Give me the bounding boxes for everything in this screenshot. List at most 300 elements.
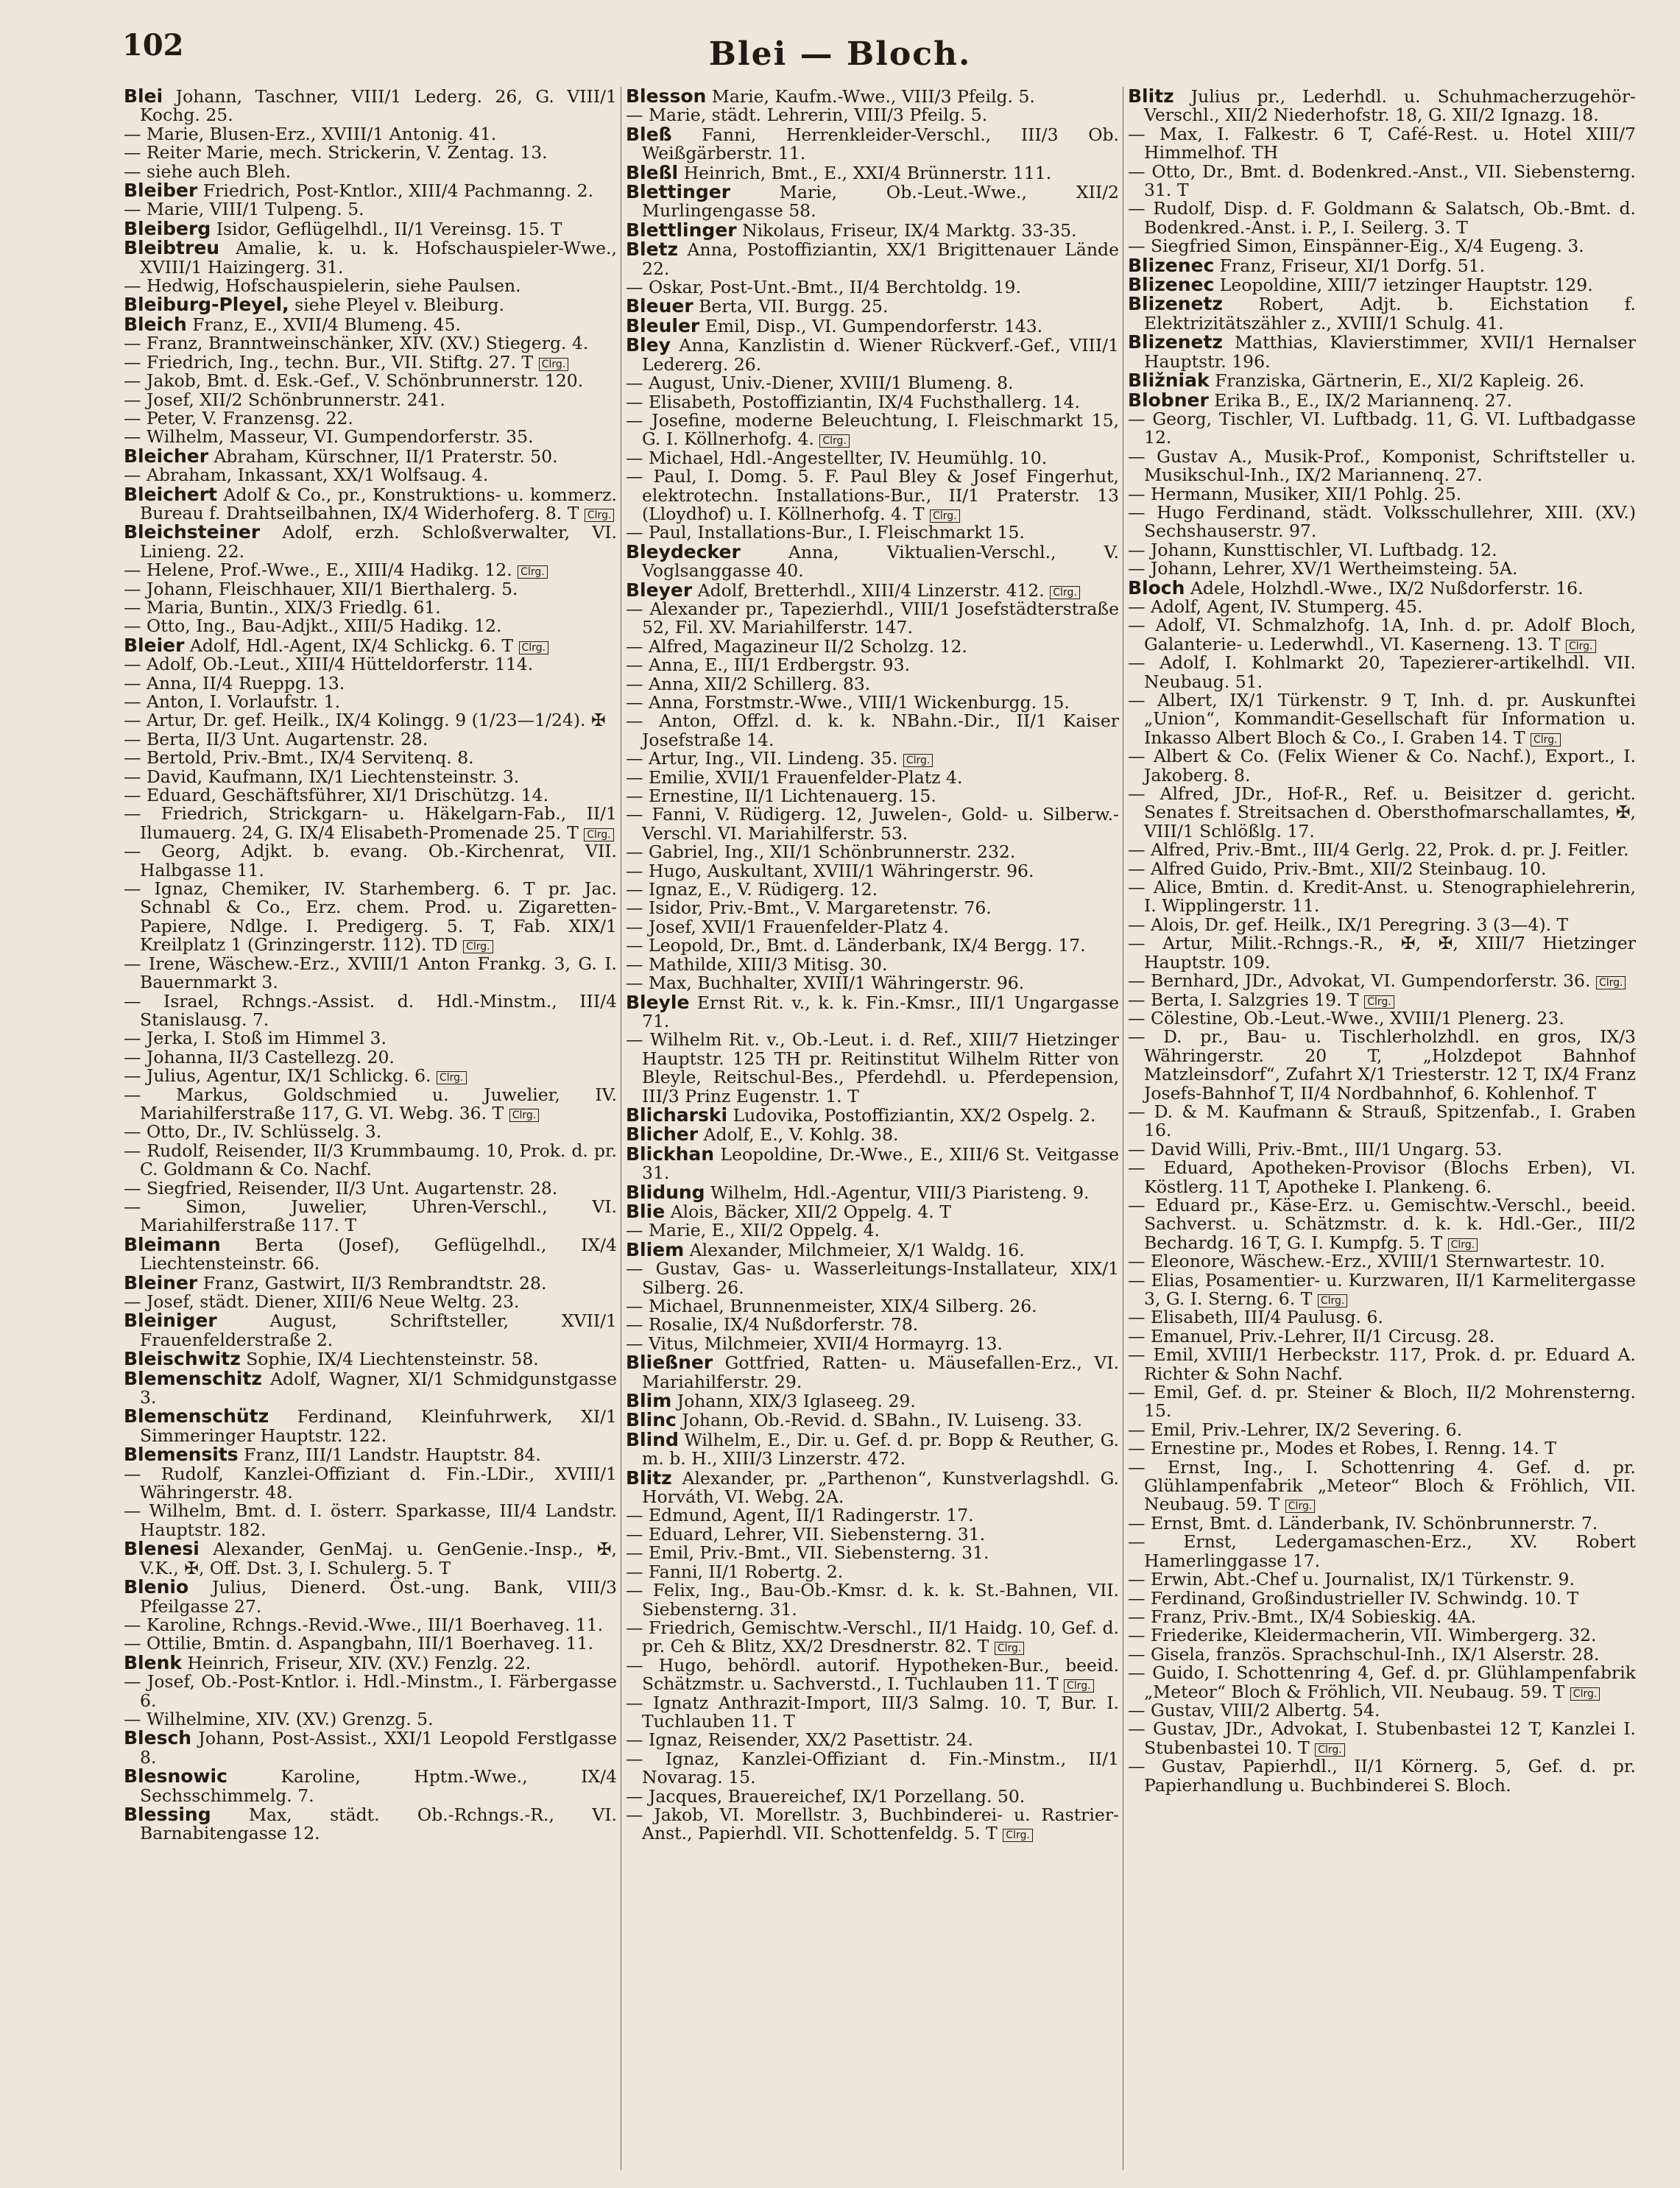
- entry-text: — Felix, Ing., Bau-Ob.-Kmsr. d. k. k. St.-Bahnen, VII. Siebensterng. 31.: [626, 1580, 1119, 1620]
- entry-surname: Bließner: [626, 1352, 713, 1374]
- clearing-badge: Clrg.: [518, 565, 548, 579]
- entry-text: — Friedrich, Ing., techn. Bur., VII. Stiftg. 27. T: [124, 351, 534, 373]
- entry-text: Heinrich, Bmt., E., XXI/4 Brünnerstr. 111.: [678, 162, 1052, 183]
- entry-surname: Bližniak: [1128, 370, 1210, 392]
- entry-text: — Emil, Gef. d. pr. Steiner & Bloch, II/2 Mohrensterng. 15.: [1128, 1382, 1636, 1422]
- directory-entry: [1128, 87, 1636, 125]
- entry-text: — Alfred, Magazineur II/2 Scholzg. 12.: [626, 635, 967, 657]
- clearing-badge: Clrg.: [437, 1071, 467, 1084]
- entry-text: Adolf & Co., pr., Konstruktions- u. kommerz. Bureau f. Drahtseilbahnen, IX/4 Widerhoferg. 8. T: [140, 484, 617, 523]
- entry-text: Fanni, Herrenkleider-Verschl., III/3 Ob. Weißgärberstr. 11.: [642, 124, 1119, 164]
- directory-entry: [124, 315, 617, 334]
- entry-surname: Bliem: [626, 1238, 685, 1260]
- directory-entry: [124, 1271, 617, 1294]
- directory-entry: [124, 711, 617, 730]
- entry-text: — Alfred, JDr., Hof-R., Ref. u. Beisitzer d. gericht. Senates f. Streitsachen d. Obersthofmarschallamtes, ✠, VIII/1 Schlößlg. 17.: [1128, 783, 1636, 841]
- directory-entry: [626, 1731, 1119, 1749]
- entry-text: — Josef, Ob.-Post-Kntlor. i. Hdl.-Minstm., I. Färbergasse 6.: [124, 1671, 617, 1711]
- clearing-badge: Clrg.: [509, 1109, 540, 1122]
- directory-entry: [124, 955, 617, 992]
- entry-text: — Gustav A., Musik-Prof., Komponist, Schriftsteller u. Musikschul-Inh., IX/2 Mariannenq. 27.: [1128, 445, 1636, 486]
- entry-text: — Ignaz, Kanzlei-Offiziant d. Fin.-Minstm., II/1 Novarag. 15.: [626, 1748, 1119, 1788]
- clearing-badge: Clrg.: [1364, 995, 1394, 1009]
- entry-text: — Hugo, behördl. autorif. Hypotheken-Bur., beeid. Schätzmstr. u. Sachverstd., I. Tuchlauben 11. T: [626, 1654, 1119, 1695]
- entry-text: Emil, Disp., VI. Gumpendorferstr. 143.: [699, 315, 1043, 336]
- directory-entry: [1128, 878, 1636, 916]
- entry-surname: Blizenec: [1128, 254, 1215, 276]
- entry-text: Johann, Ob.-Revid. d. SBahn., IV. Luiseng. 33.: [676, 1410, 1083, 1431]
- directory-entry: [1128, 1252, 1636, 1271]
- directory-entry: [1128, 410, 1636, 448]
- entry-surname: Blesnowic: [124, 1765, 227, 1788]
- clearing-badge: Clrg.: [1318, 1294, 1348, 1307]
- entry-text: Johann, XIX/3 Iglaseeg. 29.: [671, 1391, 916, 1412]
- entry-text: Adolf, Hdl.-Agent, IX/4 Schlickg. 6. T: [184, 635, 514, 656]
- entry-text: — Johanna, II/3 Castellezg. 20.: [124, 1046, 395, 1067]
- entry-surname: Bleimann: [124, 1233, 221, 1255]
- entry-text: — Jacques, Brauereichef, IX/1 Porzellang. 50.: [626, 1785, 1026, 1807]
- directory-entry: [1128, 1757, 1636, 1795]
- entry-text: — Julius, Agentur, IX/1 Schlickg. 6.: [124, 1065, 431, 1087]
- entry-text: — D. & M. Kaufmann & Strauß, Spitzenfab., I. Graben 16.: [1128, 1101, 1636, 1141]
- entry-text: Anna, Kanzlistin d. Wiener Rückverf.-Gef., VIII/1 Ledererg. 26.: [642, 335, 1119, 375]
- directory-entry: [124, 144, 617, 162]
- directory-entry: [1128, 785, 1636, 841]
- entry-surname: Bleibtreu: [124, 237, 220, 259]
- entry-text: Karoline, Hptm.-Wwe., IX/4 Sechsschimmelg. 7.: [140, 1766, 617, 1806]
- clearing-badge: Clrg.: [1050, 586, 1080, 599]
- clearing-badge: Clrg.: [539, 358, 569, 371]
- entry-surname: Bleichert: [124, 483, 218, 505]
- directory-entry: [1128, 1626, 1636, 1645]
- entry-text: — Mathilde, XIII/3 Mitisg. 30.: [626, 953, 888, 975]
- directory-entry: [1128, 1383, 1636, 1421]
- clearing-badge: Clrg.: [584, 828, 614, 841]
- directory-entry: [1128, 972, 1636, 990]
- directory-entry: [124, 561, 617, 579]
- page-number: 102: [122, 28, 184, 63]
- entry-text: Franz, III/1 Landstr. Hauptstr. 84.: [238, 1444, 541, 1466]
- directory-entry: [626, 787, 1119, 805]
- directory-entry: [626, 1544, 1119, 1562]
- directory-entry: [1128, 1009, 1636, 1028]
- entry-text: — Karoline, Rchngs.-Revid.-Wwe., III/1 Boerhaveg. 11.: [124, 1614, 604, 1635]
- entry-text: Berta (Josef), Geflügelhdl., IX/4 Liechtensteinstr. 66.: [140, 1234, 617, 1274]
- directory-entry: [1128, 1327, 1636, 1346]
- entry-text: — Gustav, VIII/2 Albertg. 54.: [1128, 1699, 1380, 1721]
- directory-entry: [1128, 654, 1636, 691]
- directory-entry: [124, 617, 617, 635]
- directory-entry: [124, 1651, 617, 1673]
- directory-entry: [626, 1125, 1119, 1144]
- directory-entry: [124, 466, 617, 484]
- directory-entry: [124, 992, 617, 1030]
- directory-entry: [1128, 1421, 1636, 1439]
- entry-text: — Ernst, Ledergamaschen-Erz., XV. Robert Hamerlinggasse 17.: [1128, 1531, 1636, 1571]
- directory-entry: [626, 278, 1119, 297]
- entry-text: Nikolaus, Friseur, IX/4 Marktg. 33-35.: [736, 219, 1077, 241]
- directory-entry: [626, 749, 1119, 768]
- directory-entry: [626, 1106, 1119, 1125]
- directory-entry: [626, 766, 1119, 788]
- clearing-badge: Clrg.: [930, 509, 960, 523]
- entry-surname: Bleuler: [626, 314, 700, 336]
- entry-text: — Siegfried Simon, Einspänner-Eig., X/4 Eugeng. 3.: [1128, 236, 1584, 257]
- directory-entry: [124, 1235, 617, 1274]
- directory-entry: [1128, 445, 1636, 486]
- directory-entry: [626, 1221, 1119, 1240]
- directory-entry: [1128, 1608, 1636, 1626]
- entry-text: — Guido, I. Schottenring 4, Gef. d. pr. Glühlampenfabrik „Meteor“ Bloch & Fröhlich, VII. Neubaug. 59. T: [1128, 1662, 1636, 1702]
- directory-entry: [1128, 485, 1636, 504]
- entry-text: — Eleonore, Wäschew.-Erz., XVIII/1 Sternwartestr. 10.: [1128, 1251, 1606, 1272]
- entry-surname: Blettinger: [626, 181, 731, 203]
- entry-text: Marie, Kaufm.-Wwe., VIII/3 Pfeilg. 5.: [706, 87, 1035, 107]
- entry-text: — Fanni, II/1 Robertg. 2.: [626, 1561, 844, 1582]
- directory-entry: [626, 163, 1119, 183]
- directory-entry: [124, 1465, 617, 1503]
- directory-entry: [1128, 598, 1636, 616]
- directory-entry: [626, 1694, 1119, 1732]
- entry-text: Wilhelm, E., Dir. u. Gef. d. pr. Bopp & Reuther, G. m. b. H., XIII/3 Linzerstr. 472.: [642, 1429, 1119, 1469]
- entry-text: — Georg, Adjkt. b. evang. Ob.-Kirchenrat, VII. Halbgasse 11.: [124, 841, 617, 881]
- directory-entry: [124, 125, 617, 144]
- directory-entry: [124, 1767, 617, 1805]
- entry-text: — Franz, Priv.-Bmt., IX/4 Sobieskig. 4A.: [1128, 1606, 1477, 1627]
- entry-surname: Bleich: [124, 313, 187, 335]
- entry-surname: Bleiber: [124, 180, 198, 202]
- entry-text: Ernst Rit. v., k. k. Fin.-Kmsr., III/1 Ungargasse 71.: [642, 992, 1119, 1031]
- entry-surname: Blemensits: [124, 1444, 239, 1466]
- directory-entry: [626, 1316, 1119, 1334]
- entry-text: Franziska, Gärtnerin, E., XI/2 Kapleig. 26.: [1209, 370, 1585, 392]
- entry-text: — Cölestine, Ob.-Leut.-Wwe., XVIII/1 Plenerg. 23.: [1128, 1007, 1564, 1028]
- directory-entry: [1128, 934, 1636, 972]
- entry-text: — Maria, Buntin., XIX/3 Friedlg. 61.: [124, 596, 441, 618]
- entry-surname: Bleiniger: [124, 1310, 217, 1332]
- directory-entry: [1128, 1701, 1636, 1720]
- directory-column-1: [124, 87, 617, 2170]
- entry-text: Alexander, Milchmeier, X/1 Waldg. 16.: [684, 1239, 1025, 1260]
- entry-text: Ferdinand, Kleinfuhrwerk, XI/1 Simmeringer Hauptstr. 122.: [140, 1406, 617, 1446]
- entry-surname: Blessing: [124, 1803, 211, 1825]
- entry-surname: Bleßl: [626, 161, 679, 183]
- entry-text: — Eduard pr., Käse-Erz. u. Gemischtw.-Verschl., beeid. Sachverst. u. Schätzmstr. d. k. k. Hdl.-Ger., III/2 Bechardg. 16 T, G. I. Kumpfg. 5. T: [1128, 1194, 1636, 1253]
- entry-text: — Adolf, VI. Schmalzhofg. 1A, Inh. d. pr. Adolf Bloch, Galanterie- u. Lederwhdl., VI. Kaserneng. 13. T: [1128, 615, 1636, 654]
- directory-entry: [124, 1123, 617, 1141]
- entry-text: — Johann, Fleischhauer, XII/1 Bierthalerg. 5.: [124, 578, 518, 599]
- entry-text: — Marie, VIII/1 Tulpeng. 5.: [124, 199, 364, 220]
- entry-surname: Blitz: [1128, 87, 1174, 107]
- directory-entry: [1128, 1589, 1636, 1608]
- entry-text: — Siegfried, Reisender, II/3 Unt. Augartenstr. 28.: [124, 1177, 558, 1199]
- directory-entry: [1128, 541, 1636, 560]
- directory-entry: [124, 768, 617, 786]
- clearing-badge: Clrg.: [903, 754, 933, 767]
- entry-text: — Anton, Offzl. d. k. k. NBahn.-Dir., II/1 Kaiser Josefstraße 14.: [626, 710, 1119, 750]
- entry-text: — Marie, E., XII/2 Oppelg. 4.: [626, 1220, 880, 1241]
- entry-surname: Blemenschütz: [124, 1405, 269, 1428]
- entry-surname: Blobner: [1128, 389, 1209, 411]
- directory-entry: [124, 1710, 617, 1729]
- directory-entry: [626, 675, 1119, 694]
- directory-entry: [124, 805, 617, 842]
- directory-entry: [626, 374, 1119, 392]
- directory-entry: [1128, 1028, 1636, 1103]
- entry-text: — Johann, Lehrer, XV/1 Wertheimsteing. 5A.: [1128, 558, 1518, 579]
- entry-text: — Ernestine, II/1 Lichtenauerg. 15.: [626, 786, 936, 807]
- entry-text: — Abraham, Inkassant, XX/1 Wolfsaug. 4.: [124, 465, 489, 486]
- entry-text: — Wilhelm, Bmt. d. I. österr. Sparkasse, III/4 Landstr. Hauptstr. 182.: [124, 1500, 617, 1540]
- entry-text: — Anna, Forstmstr.-Wwe., VIII/1 Wickenburgg. 15.: [626, 692, 1070, 713]
- directory-entry: [626, 523, 1119, 542]
- directory-entry: [1128, 1514, 1636, 1533]
- directory-entry: [124, 1179, 617, 1198]
- entry-text: — Israel, Rchngs.-Assist. d. Hdl.-Minstm., III/4 Stanislausg. 7.: [124, 990, 617, 1030]
- directory-entry: [124, 693, 617, 711]
- clearing-badge: Clrg.: [1531, 733, 1561, 747]
- entry-text: Franz, Gastwirt, II/3 Rembrandtstr. 28.: [197, 1272, 547, 1294]
- directory-entry: [124, 447, 617, 466]
- entry-text: Alois, Bäcker, XII/2 Oppelg. 4. T: [665, 1201, 951, 1222]
- entry-surname: Blicher: [626, 1123, 699, 1146]
- entry-text: — Ernst, Ing., I. Schottenring 4. Gef. d. pr. Glühlampenfabrik „Meteor“ Bloch & Fröhlich, VII. Neubaug. 59. T: [1128, 1456, 1636, 1515]
- entry-text: — Paul, I. Domg. 5. F. Paul Bley & Josef Fingerhut, elektrotechn. Installations-Bur., II/1 Praterstr. 13 (Lloydhof) u. I. Köllnerhofg. 4. T: [626, 466, 1119, 524]
- directory-entry: [124, 1311, 617, 1349]
- entry-text: Wilhelm, Hdl.-Agentur, VIII/3 Piaristeng. 9.: [705, 1182, 1090, 1203]
- entry-text: — Ernestine pr., Modes et Robes, I. Renng. 14. T: [1128, 1438, 1556, 1459]
- entry-surname: Bleiberg: [124, 217, 211, 239]
- directory-entry: [124, 880, 617, 955]
- directory-entry: [1128, 200, 1636, 237]
- directory-entry: [626, 600, 1119, 638]
- entry-text: — Alois, Dr. gef. Heilk., IX/1 Peregring. 3 (3—4). T: [1128, 914, 1569, 935]
- directory-entry: [1128, 991, 1636, 1009]
- directory-entry: [124, 239, 617, 277]
- directory-entry: [626, 993, 1119, 1031]
- entry-text: Alexander, pr. „Parthenon“, Kunstverlagshdl. G. Horváth, VI. Webg. 2A.: [642, 1467, 1119, 1508]
- directory-entry: [626, 240, 1119, 278]
- entry-text: — Gustav, Papierhdl., II/1 Körnerg. 5, Gef. d. pr. Papierhandlung u. Buchbinderei S. Bloch.: [1128, 1756, 1636, 1796]
- entry-text: — Jakob, Bmt. d. Esk.-Gef., V. Schönbrunnerstr. 120.: [124, 370, 584, 392]
- entry-text: — Ignaz, Chemiker, IV. Starhemberg. 6. T pr. Jac. Schnabl & Co., Erz. chem. Prod. u. Zigaretten-Papiere, Ndlge. I. Predigerg. 5. T, Fab. XIX/1 Kreilplatz 1 (Grinzingerstr. 112). TD: [124, 878, 617, 956]
- directory-entry: [1128, 916, 1636, 934]
- entry-text: — Hedwig, Hofschauspielerin, siehe Paulsen.: [124, 275, 521, 297]
- directory-entry: [124, 1729, 617, 1767]
- entry-text: — Franz, Branntweinschänker, XIV. (XV.) Stiegerg. 4.: [124, 333, 589, 354]
- directory-column-3: [1128, 87, 1636, 2170]
- clearing-badge: Clrg.: [1315, 1743, 1345, 1757]
- directory-entry: [1128, 371, 1636, 390]
- directory-entry: [626, 656, 1119, 674]
- entry-text: — Emanuel, Priv.-Lehrer, II/1 Circusg. 28.: [1128, 1325, 1495, 1347]
- entry-text: — Wilhelm Rit. v., Ob.-Leut. i. d. Ref., XIII/7 Hietzinger Hauptstr. 125 TH pr. Reitinstitut Wilhelm Ritter von Bleyle, Reitschul-Bes., Pferdehdl. u. Pferdepension, III/3 Prinz Eugenstr. 1. T: [626, 1029, 1119, 1107]
- entry-text: — Adolf, Agent, IV. Stumperg. 45.: [1128, 596, 1423, 617]
- entry-text: — Artur, Dr. gef. Heilk., IX/4 Kolingg. 9 (1/23—1/24). ✠: [124, 710, 606, 731]
- directory-entry: [626, 1563, 1119, 1581]
- entry-surname: Blesch: [124, 1727, 192, 1749]
- directory-entry: [626, 1031, 1119, 1106]
- directory-entry: [1128, 841, 1636, 859]
- entry-text: — Friedrich, Strickgarn- u. Häkelgarn-Fab., II/1 Ilumauerg. 24, G. IX/4 Elisabeth-Promenade 25. T: [124, 803, 617, 843]
- entry-text: — Rudolf, Reisender, II/3 Krummbaumg. 10, Prok. d. pr. C. Goldmann & Co. Nachf.: [124, 1140, 617, 1180]
- entry-text: — David Willi, Priv.-Bmt., III/1 Ungarg. 53.: [1128, 1138, 1503, 1160]
- directory-entry: [626, 1469, 1119, 1507]
- clearing-badge: Clrg.: [585, 509, 615, 522]
- directory-entry: [124, 1086, 617, 1123]
- entry-text: — Wilhelm, Masseur, VI. Gumpendorferstr. 35.: [124, 426, 534, 448]
- entry-text: — Eduard, Apotheken-Provisor (Blochs Erben), VI. Köstlerg. 11 T, Apotheke I. Plankeng. 6.: [1128, 1157, 1636, 1197]
- entry-text: — Josefine, moderne Beleuchtung, I. Fleischmarkt 15, G. I. Köllnerhofg. 4.: [626, 409, 1119, 450]
- entry-text: — Otto, Dr., Bmt. d. Bodenkred.-Anst., VII. Siebensterng. 31. T: [1128, 160, 1636, 201]
- entry-text: — Reiter Marie, mech. Strickerin, V. Zentag. 13.: [124, 142, 548, 163]
- entry-text: — Rosalie, IX/4 Nußdorferstr. 78.: [626, 1314, 919, 1335]
- directory-entry: [1128, 1664, 1636, 1701]
- entry-text: — Ferdinand, Großindustrieller IV. Schwindg. 10. T: [1128, 1587, 1579, 1609]
- entry-surname: Bleicher: [124, 445, 209, 467]
- entry-text: — Markus, Goldschmied u. Juwelier, IV. Mariahilferstraße 117, G. VI. Webg. 36. T: [124, 1084, 617, 1123]
- directory-entry: [1128, 237, 1636, 255]
- entry-text: Max, städt. Ob.-Rchngs.-R., VI. Barnabitengasse 12.: [140, 1804, 617, 1844]
- directory-entry: [124, 160, 617, 182]
- directory-entry: [124, 353, 617, 372]
- directory-entry: [1128, 294, 1636, 333]
- entry-text: Sophie, IX/4 Liechtensteinstr. 58.: [240, 1349, 539, 1370]
- directory-entry: [1128, 1720, 1636, 1757]
- directory-entry: [124, 1578, 617, 1616]
- entry-text: — Vitus, Milchmeier, XVII/4 Hormayrg. 13.: [626, 1333, 1003, 1354]
- entry-surname: Blenk: [124, 1651, 183, 1673]
- entry-text: Matthias, Klavierstimmer, XVII/1 Hernalser Hauptstr. 196.: [1144, 332, 1636, 372]
- entry-surname: Blettlinger: [626, 219, 737, 241]
- entry-text: Ludovika, Postoffiziantin, XX/2 Ospelg. 2.: [727, 1104, 1096, 1126]
- entry-text: — Adolf, I. Kohlmarkt 20, Tapezierer-artikelhdl. VII. Neubaug. 51.: [1128, 652, 1636, 692]
- clearing-badge: Clrg.: [1566, 640, 1596, 653]
- entry-surname: Blind: [626, 1428, 679, 1450]
- directory-entry: [1128, 391, 1636, 410]
- directory-entry: [124, 655, 617, 674]
- clearing-badge: Clrg.: [1570, 1687, 1600, 1701]
- entry-surname: Bloch: [1128, 576, 1185, 599]
- entry-text: Julius pr., Lederhdl. u. Schuhmacherzugehör-Verschl., XII/2 Niederhofstr. 18, G. XII/2 Ignazg. 18.: [1144, 87, 1636, 126]
- entry-text: — August, Univ.-Diener, XVIII/1 Blumeng. 8.: [626, 373, 1014, 394]
- directory-entry: [626, 1506, 1119, 1525]
- entry-text: — Josef, städt. Diener, XIII/6 Neue Weltg. 23.: [124, 1291, 520, 1312]
- directory-entry: [626, 87, 1119, 106]
- entry-text: — Jerka, I. Stoß im Himmel 3.: [124, 1028, 387, 1049]
- entry-surname: Blie: [626, 1200, 666, 1222]
- directory-entry: [1128, 1308, 1636, 1327]
- entry-text: — Berta, II/3 Unt. Augartenstr. 28.: [124, 728, 428, 749]
- entry-text: Amalie, k. u. k. Hofschauspieler-Wwe., XVIII/1 Haizingerg. 31.: [140, 238, 617, 278]
- directory-entry: [1128, 1159, 1636, 1196]
- entry-text: Adolf, erzh. Schloßverwalter, VI. Linieng. 22.: [140, 522, 617, 562]
- directory-entry: [1128, 1439, 1636, 1458]
- entry-text: — Otto, Ing., Bau-Adjkt., XIII/5 Hadikg. 12.: [124, 615, 502, 637]
- entry-text: Heinrich, Friseur, XIV. (XV.) Fenzlg. 22.: [182, 1652, 532, 1673]
- entry-surname: Bleier: [124, 634, 185, 656]
- directory-entry: [124, 1349, 617, 1369]
- directory-entry: [626, 974, 1119, 992]
- entry-text: Anna, Postoffiziantin, XX/1 Brigittenauer Lände 22.: [642, 239, 1119, 279]
- entry-text: — Anna, II/4 Rueppg. 13.: [124, 672, 345, 694]
- entry-text: Isidor, Geflügelhdl., II/1 Vereinsg. 15. T: [211, 218, 562, 239]
- entry-surname: Bleischwitz: [124, 1348, 241, 1370]
- entry-text: — Rudolf, Kanzlei-Offiziant d. Fin.-LDir., XVIII/1 Währingerstr. 48.: [124, 1463, 617, 1503]
- entry-text: — Ernst, Bmt. d. Länderbank, IV. Schönbrunnerstr. 7.: [1128, 1512, 1598, 1534]
- directory-entry: [124, 1673, 617, 1710]
- directory-entry: [1128, 1346, 1636, 1383]
- entry-text: — Max, Buchhalter, XVIII/1 Währingerstr. 96.: [626, 973, 1025, 994]
- entry-text: — Gustav, JDr., Advokat, I. Stubenbastei 12 T, Kanzlei I. Stubenbastei 10. T: [1128, 1718, 1636, 1758]
- directory-entry: [626, 1525, 1119, 1544]
- directory-entry: [626, 1202, 1119, 1221]
- entry-text: — Gisela, französ. Sprachschul-Inh., IX/1 Alserstr. 28.: [1128, 1643, 1600, 1665]
- entry-text: — Alice, Bmtin. d. Kredit-Anst. u. Stenographielehrerin, I. Wipplingerstr. 11.: [1128, 877, 1636, 917]
- entry-surname: Blesson: [626, 87, 707, 107]
- directory-entry: [124, 1805, 617, 1843]
- entry-text: — Emil, XVIII/1 Herbeckstr. 117, Prok. d. pr. Eduard A. Richter & Sohn Nachf.: [1128, 1344, 1636, 1384]
- page-header-title: Blei — Bloch.: [708, 35, 972, 73]
- directory-entry: [124, 334, 617, 353]
- entry-text: — Artur, Ing., VII. Lindeng. 35.: [626, 748, 898, 769]
- entry-text: Adele, Holzhdl.-Wwe., IX/2 Nußdorferstr. 16.: [1185, 577, 1584, 599]
- directory-entry: [124, 730, 617, 749]
- directory-entry: [626, 409, 1119, 450]
- directory-entry: [1128, 501, 1636, 542]
- directory-entry: [124, 1539, 617, 1578]
- directory-entry: [626, 297, 1119, 316]
- directory-entry: [1128, 616, 1636, 654]
- entry-text: — Michael, Hdl.-Angestellter, IV. Heumühlg. 10.: [626, 447, 1048, 468]
- entry-text: — Isidor, Priv.-Bmt., V. Margaretenstr. 76.: [626, 897, 992, 919]
- directory-entry: [626, 314, 1119, 336]
- directory-entry: [124, 1142, 617, 1179]
- directory-entry: [626, 1581, 1119, 1619]
- entry-text: — Bertold, Priv.-Bmt., IX/4 Servitenq. 8.: [124, 747, 474, 769]
- directory-entry: [626, 467, 1119, 523]
- entry-surname: Bleiburg-Pleyel,: [124, 294, 289, 316]
- entry-text: — Anna, XII/2 Schillerg. 83.: [626, 673, 871, 694]
- directory-entry: [626, 843, 1119, 861]
- directory-entry: [626, 1785, 1119, 1807]
- entry-surname: Bleß: [626, 123, 672, 145]
- directory-entry: [1128, 860, 1636, 878]
- entry-text: — Peter, V. Franzensg. 22.: [124, 407, 353, 428]
- entry-surname: Bleyle: [626, 991, 690, 1013]
- entry-surname: Blizenetz: [1128, 331, 1223, 353]
- entry-surname: Bleiner: [124, 1271, 198, 1294]
- entry-surname: Blim: [626, 1390, 672, 1412]
- entry-text: — Otto, Dr., IV. Schlüsselg. 3.: [124, 1121, 382, 1143]
- directory-entry: [626, 805, 1119, 843]
- entry-text: — Artur, Milit.-Rchngs.-R., ✠, ✠, XIII/7 Hietzinger Hauptstr. 109.: [1128, 933, 1636, 973]
- entry-text: Marie, Ob.-Leut.-Wwe., XII/2 Murlingengasse 58.: [642, 182, 1119, 222]
- entry-text: — Elias, Posamentier- u. Kurzwaren, II/1 Karmelitergasse 3, G. I. Sterng. 6. T: [1128, 1269, 1636, 1309]
- entry-text: — Albert, IX/1 Türkenstr. 9 T, Inh. d. pr. Auskunftei „Union“, Kommandit-Gesellschaft für Information u. Inkasso Albert Bloch & Co., I. Graben 14. T: [1128, 690, 1636, 748]
- directory-entry: [626, 635, 1119, 657]
- directory-entry: [626, 1750, 1119, 1788]
- directory-entry: [626, 1145, 1119, 1183]
- entry-text: Adolf, Bretterhdl., XIII/4 Linzerstr. 412.: [692, 579, 1045, 601]
- directory-entry: [626, 918, 1119, 936]
- directory-entry: [626, 1619, 1119, 1656]
- directory-entry: [124, 1445, 617, 1464]
- entry-surname: Blemenschitz: [124, 1367, 262, 1389]
- entry-surname: Bleyer: [626, 579, 693, 601]
- directory-entry: [1128, 125, 1636, 163]
- entry-text: — Josef, XVII/1 Frauenfelder-Platz 4.: [626, 916, 949, 937]
